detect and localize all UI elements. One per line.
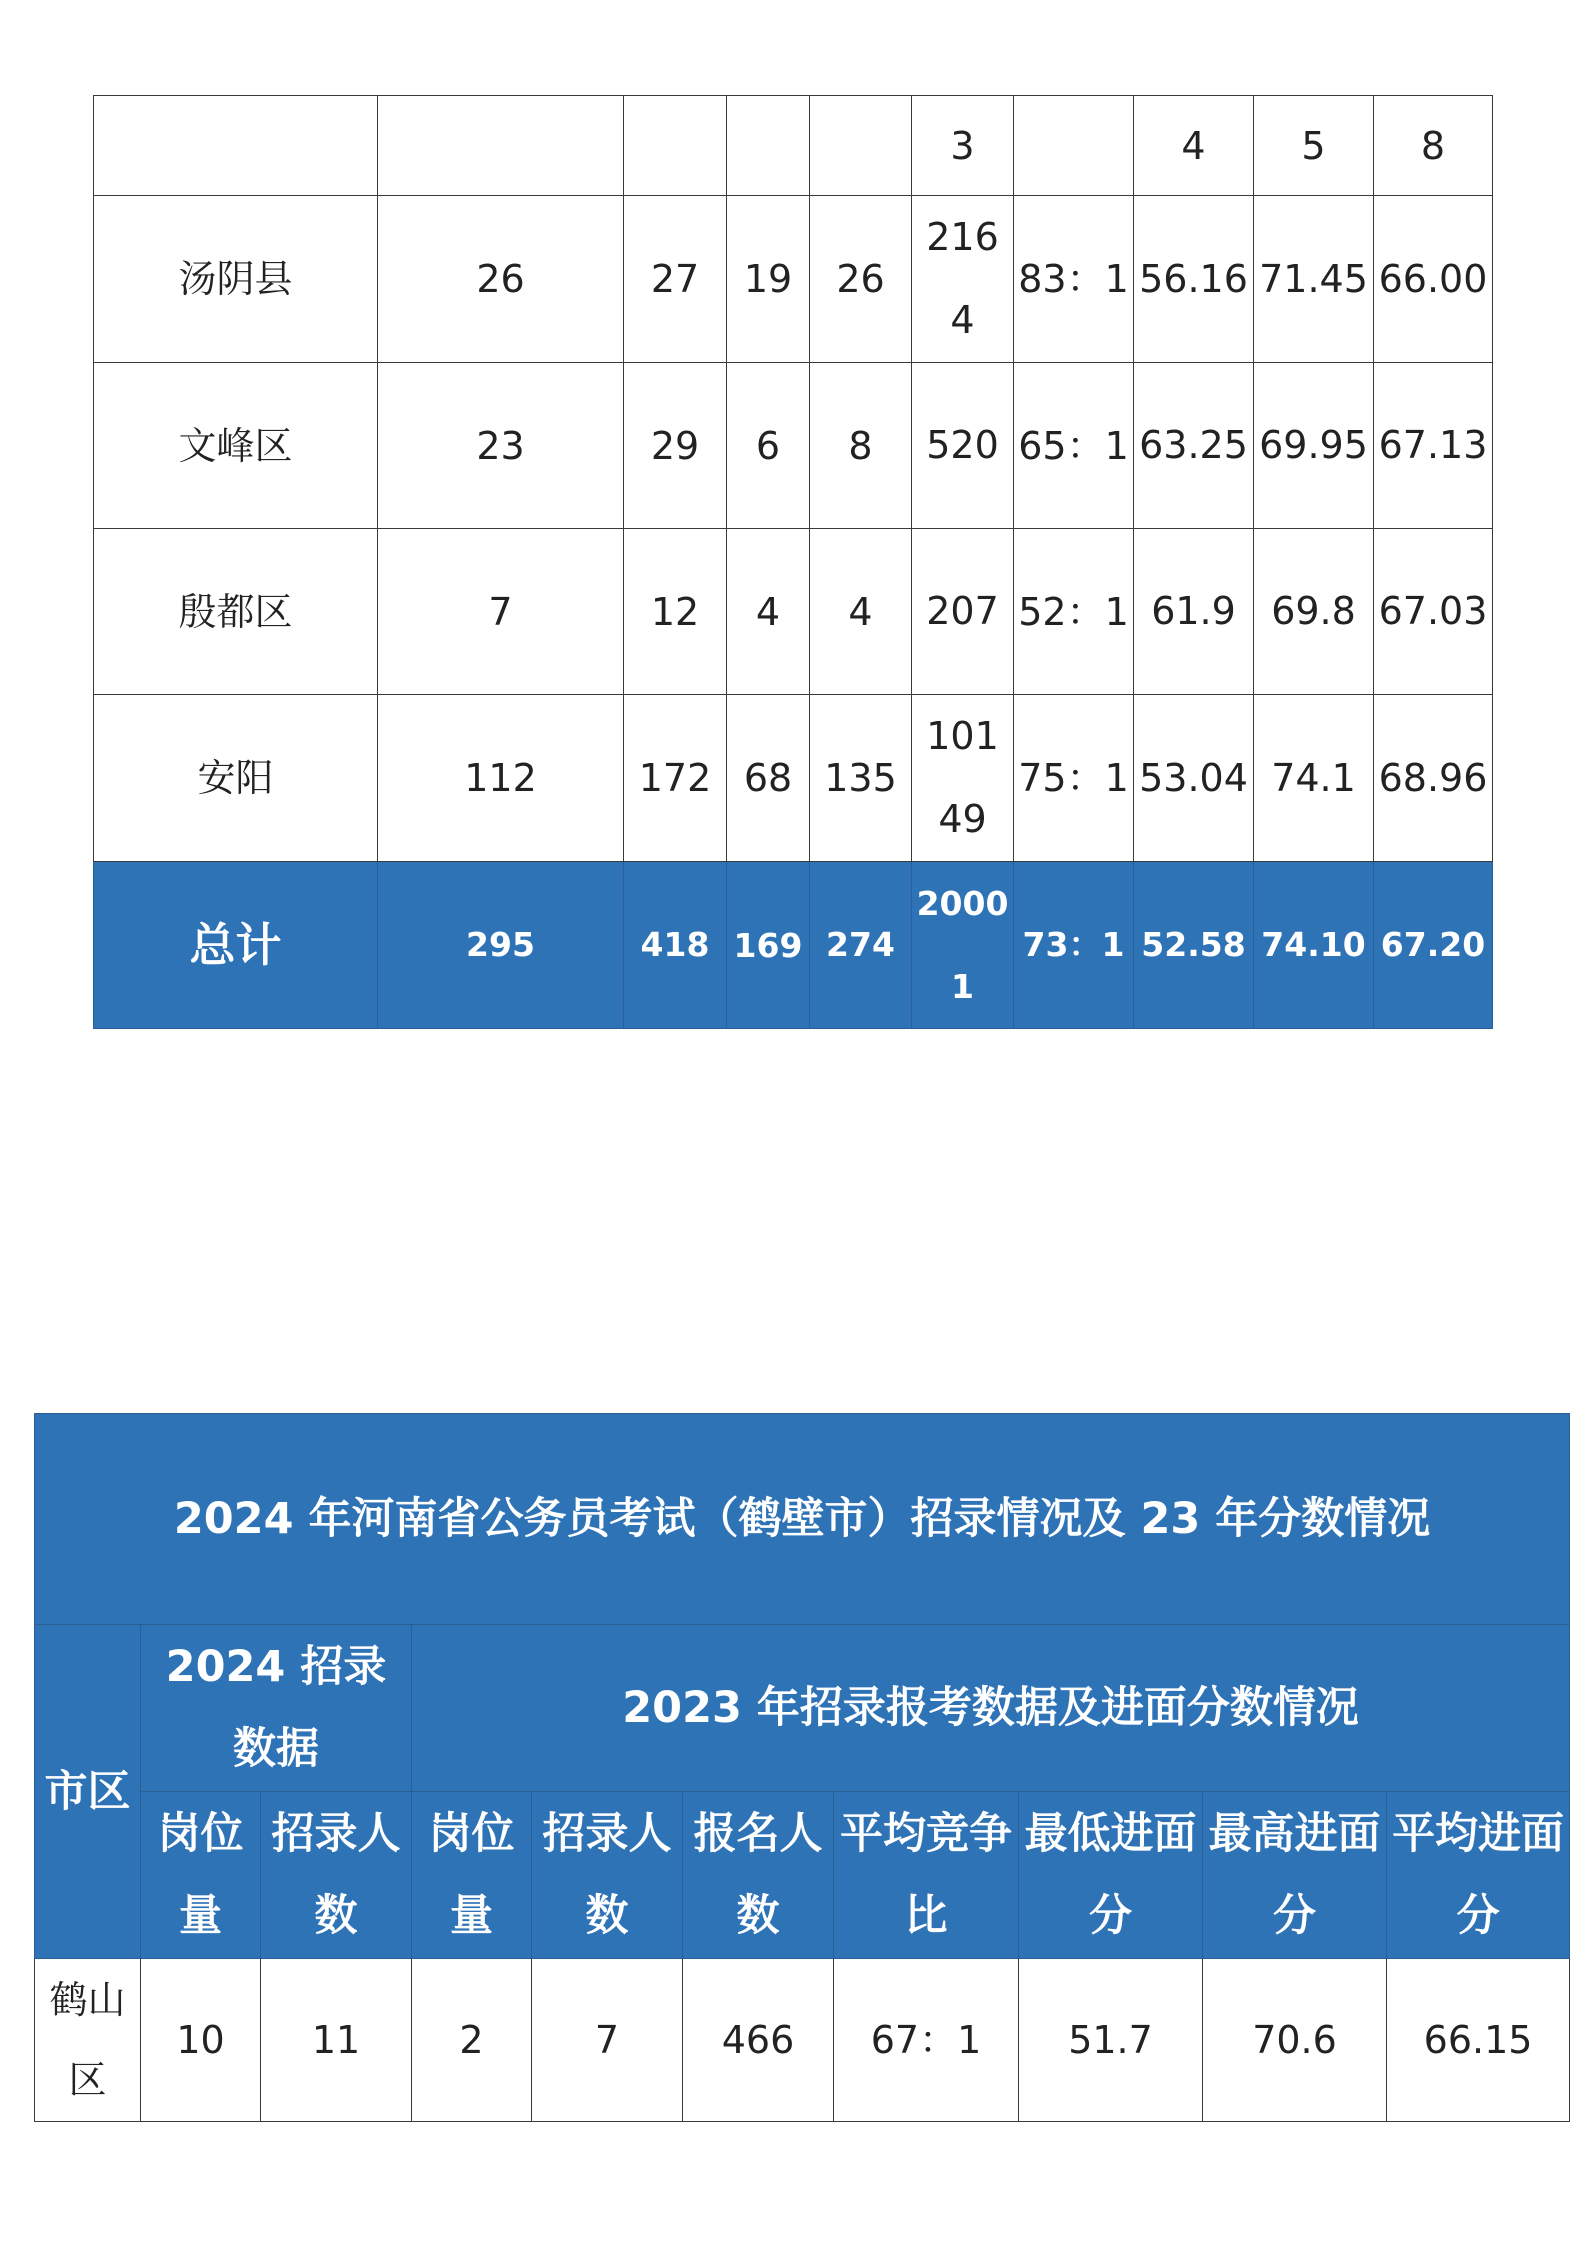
table-cell: 112: [378, 695, 624, 862]
table-cell: 7: [378, 529, 624, 695]
group-2023-header: 2023 年招录报考数据及进面分数情况: [412, 1625, 1570, 1792]
table-cell: 69.8: [1254, 529, 1374, 695]
table-cell: 12: [624, 529, 727, 695]
table-cell: 8: [810, 363, 912, 529]
table-cell: 2: [412, 1959, 532, 2122]
table-cell: 74.1: [1254, 695, 1374, 862]
table-cell: 70.6: [1203, 1959, 1387, 2122]
table-cell: 295: [378, 862, 624, 1029]
table-cell: [624, 96, 727, 196]
region-cell: 汤阴县: [94, 196, 378, 363]
table-cell: 135: [810, 695, 912, 862]
table-cell: 3: [912, 96, 1014, 196]
table-cell: 20001: [912, 862, 1014, 1029]
table-cell: 69.95: [1254, 363, 1374, 529]
table-cell: 66.00: [1374, 196, 1493, 363]
table-row: [35, 1959, 1570, 2122]
table-cell: 66.15: [1387, 1959, 1570, 2122]
table-cell: 83：1: [1014, 196, 1134, 363]
table-cell: 207: [912, 529, 1014, 695]
table-cell: 67.03: [1374, 529, 1493, 695]
table-cell: 67.20: [1374, 862, 1493, 1029]
column-header: 平均竞争比: [834, 1792, 1019, 1959]
table-cell: 68.96: [1374, 695, 1493, 862]
column-header: 平均进面分: [1387, 1792, 1570, 1959]
table-cell: [378, 96, 624, 196]
region-cell: 鹤山区: [35, 1959, 141, 2122]
hebi-results-table: [34, 1413, 1570, 2122]
table-cell: 274: [810, 862, 912, 1029]
table-cell: 4: [727, 529, 810, 695]
header-row: [35, 1625, 1570, 1792]
table-cell: 19: [727, 196, 810, 363]
column-header: 报名人数: [683, 1792, 834, 1959]
table-cell: 68: [727, 695, 810, 862]
table-cell: 75：1: [1014, 695, 1134, 862]
group-2024-header: 2024 招录数据: [141, 1625, 412, 1792]
table-cell: 6: [727, 363, 810, 529]
table-cell: [810, 96, 912, 196]
table-cell: 7: [532, 1959, 683, 2122]
table-cell: [727, 96, 810, 196]
table-cell: 61.9: [1134, 529, 1254, 695]
table-title-row: [35, 1414, 1570, 1625]
table-cell: 67.13: [1374, 363, 1493, 529]
table-title: 2024 年河南省公务员考试（鹤壁市）招录情况及 23 年分数情况: [35, 1414, 1570, 1625]
table-cell: 23: [378, 363, 624, 529]
table-cell: 10149: [912, 695, 1014, 862]
table-cell: 26: [378, 196, 624, 363]
region-cell: 安阳: [94, 695, 378, 862]
column-header: 岗位量: [412, 1792, 532, 1959]
table-cell: 520: [912, 363, 1014, 529]
table-cell: 5: [1254, 96, 1374, 196]
table-row: [94, 695, 1493, 862]
table-cell: 67：1: [834, 1959, 1019, 2122]
table-row: [94, 96, 1493, 196]
table-cell: 27: [624, 196, 727, 363]
table-row: [94, 363, 1493, 529]
table-cell: 74.10: [1254, 862, 1374, 1029]
table-cell: 4: [810, 529, 912, 695]
column-header: 招录人数: [532, 1792, 683, 1959]
column-header: 岗位量: [141, 1792, 261, 1959]
table-cell: 418: [624, 862, 727, 1029]
total-label: 总计: [94, 862, 378, 1029]
table-cell: [1014, 96, 1134, 196]
table-row: [94, 529, 1493, 695]
table-cell: 2164: [912, 196, 1014, 363]
region-cell: 殷都区: [94, 529, 378, 695]
table-cell: 73：1: [1014, 862, 1134, 1029]
table-cell: 8: [1374, 96, 1493, 196]
table-cell: 29: [624, 363, 727, 529]
table-cell: 63.25: [1134, 363, 1254, 529]
table-cell: 71.45: [1254, 196, 1374, 363]
header-row: [35, 1792, 1570, 1959]
table-cell: [94, 96, 378, 196]
table-cell: 4: [1134, 96, 1254, 196]
table-cell: 65：1: [1014, 363, 1134, 529]
table-cell: 26: [810, 196, 912, 363]
column-header: 最低进面分: [1019, 1792, 1203, 1959]
table-row: [94, 196, 1493, 363]
region-cell: 文峰区: [94, 363, 378, 529]
table-cell: 56.16: [1134, 196, 1254, 363]
table-cell: 169: [727, 862, 810, 1029]
table-cell: 53.04: [1134, 695, 1254, 862]
city-header: 市区: [35, 1625, 141, 1959]
table-cell: 52：1: [1014, 529, 1134, 695]
column-header: 最高进面分: [1203, 1792, 1387, 1959]
table-cell: 52.58: [1134, 862, 1254, 1029]
table-cell: 51.7: [1019, 1959, 1203, 2122]
table-cell: 11: [261, 1959, 412, 2122]
column-header: 招录人数: [261, 1792, 412, 1959]
total-row: [94, 862, 1493, 1029]
table-cell: 10: [141, 1959, 261, 2122]
anyang-results-table: [93, 95, 1493, 1029]
table-cell: 172: [624, 695, 727, 862]
table-cell: 466: [683, 1959, 834, 2122]
